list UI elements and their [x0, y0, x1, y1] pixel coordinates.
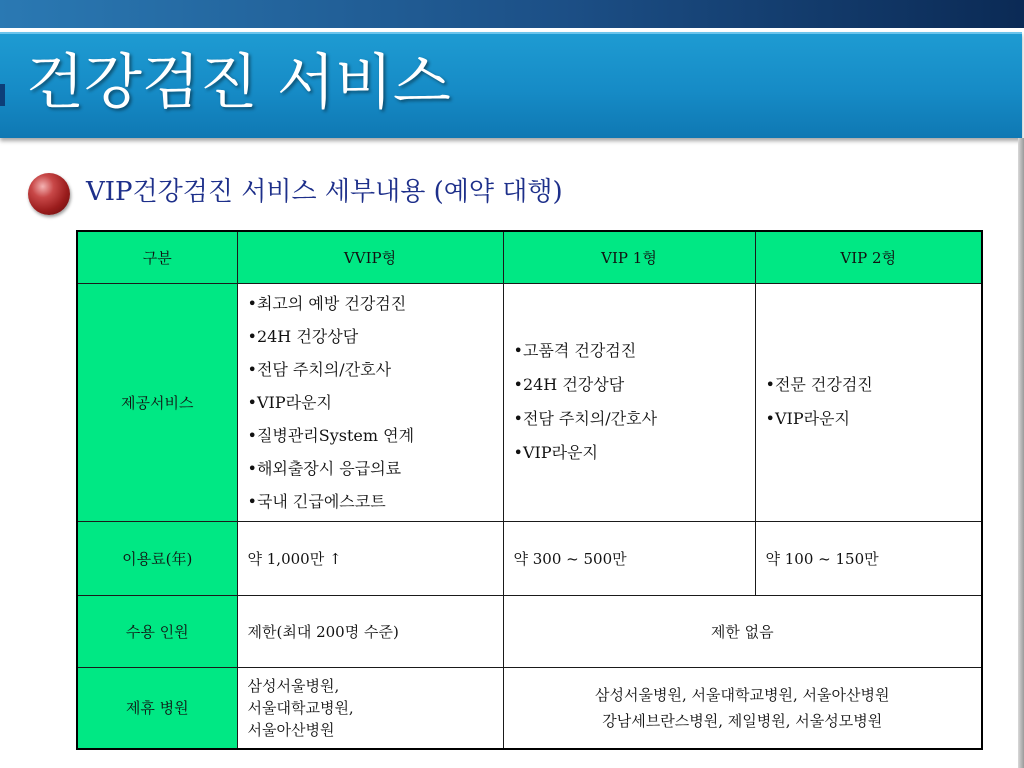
capacity-row — [77, 595, 982, 667]
vip2-services-cell — [755, 283, 982, 521]
capacity-label: 수용 인원 — [77, 595, 237, 667]
hospitals-label: 제휴 병원 — [77, 667, 237, 749]
vvip-hospital: 삼성서울병원, — [247, 676, 340, 695]
vip1-fee: 약 300 ~ 500만 — [503, 521, 755, 595]
vvip-service-item: •최고의 예방 건강검진 — [247, 293, 407, 313]
vvip-service-item: •24H 건강상담 — [247, 326, 359, 346]
vvip-hospital: 서울대학교병원, — [247, 698, 354, 717]
title-banner-edge — [0, 84, 5, 106]
header-vip2: VIP 2형 — [755, 231, 982, 283]
vvip-fee: 약 1,000만 ↑ — [237, 521, 503, 595]
services-label: 제공서비스 — [77, 283, 237, 521]
vvip-hospital: 서울아산병원 — [247, 720, 335, 739]
header-row — [77, 231, 982, 283]
vip-service-table — [76, 230, 983, 750]
header-category: 구분 — [77, 231, 237, 283]
vip2-service-item: •전문 건강검진 — [765, 375, 873, 394]
fee-row — [77, 521, 982, 595]
top-decorative-bar — [0, 0, 1024, 28]
slide-right-edge — [1018, 138, 1024, 768]
other-capacity: 제한 없음 — [503, 595, 982, 667]
vip2-fee: 약 100 ~ 150만 — [755, 521, 982, 595]
vip1-service-item: •24H 건강상담 — [513, 375, 625, 394]
header-vip1: VIP 1형 — [503, 231, 755, 283]
vip1-service-item: •고품격 건강검진 — [513, 341, 637, 360]
header-vvip: VVIP형 — [237, 231, 503, 283]
vip1-services-cell — [503, 283, 755, 521]
vvip-capacity: 제한(최대 200명 수준) — [237, 595, 503, 667]
other-hospital-line: 삼성서울병원, 서울대학교병원, 서울아산병원 — [595, 685, 890, 704]
vvip-service-item: •질병관리System 연계 — [247, 425, 415, 445]
vip2-service-item: •VIP라운지 — [765, 409, 850, 428]
vvip-services-cell — [237, 283, 503, 521]
fee-label: 이용료(年) — [77, 521, 237, 595]
vvip-service-item: •해외출장시 응급의료 — [247, 458, 402, 478]
red-ball-bullet-icon — [28, 173, 70, 215]
vvip-hospitals-cell — [237, 667, 503, 749]
hospitals-row — [77, 667, 982, 749]
vvip-service-item: •VIP라운지 — [247, 392, 332, 412]
vip1-service-item: •VIP라운지 — [513, 443, 598, 462]
other-hospital-line: 강남세브란스병원, 제일병원, 서울성모병원 — [602, 711, 883, 730]
section-subtitle: VIP건강검진 서비스 세부내용 (예약 대행) — [86, 177, 563, 207]
vvip-service-item: •전담 주치의/간호사 — [247, 359, 392, 379]
page-title: 건강검진 서비스 — [26, 48, 451, 118]
vvip-service-item: •국내 긴급에스코트 — [247, 491, 386, 511]
other-hospitals-cell — [503, 667, 982, 749]
vip1-service-item: •전담 주치의/간호사 — [513, 409, 658, 428]
services-row — [77, 283, 982, 521]
